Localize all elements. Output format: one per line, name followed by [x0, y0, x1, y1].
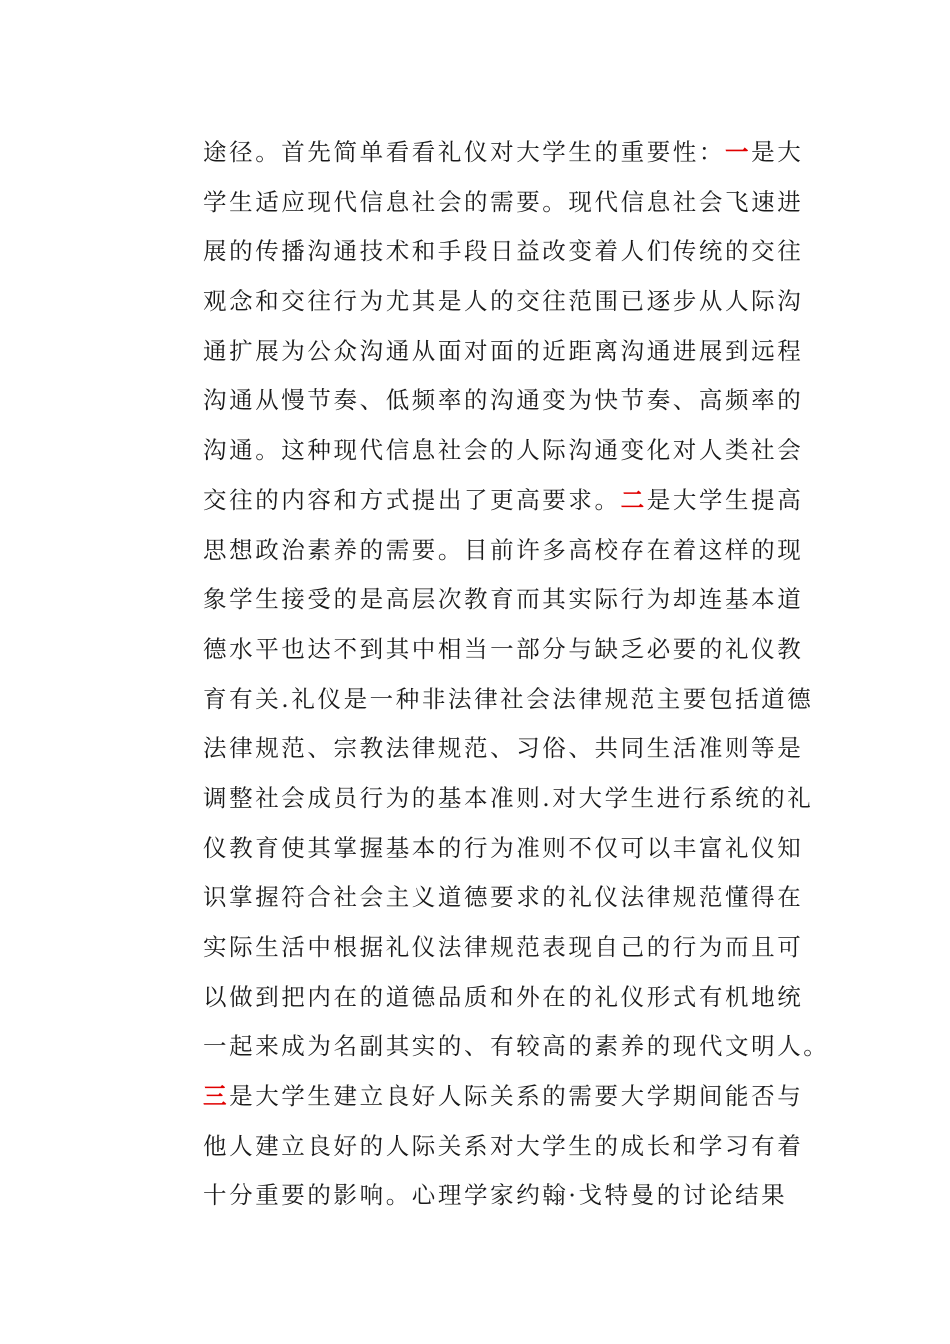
text-line — [203, 178, 803, 228]
line-text: 沟通从慢节奏、低频率的沟通变为快节奏、高频率的 — [203, 386, 804, 415]
line-text: 识掌握符合社会主义道德要求的礼仪法律规范懂得在 — [203, 883, 804, 912]
text-line — [203, 973, 803, 1023]
line-text: 沟通。这种现代信息社会的人际沟通变化对人类社会 — [203, 436, 804, 465]
list-marker: 三 — [203, 1082, 230, 1111]
text-line — [203, 675, 814, 725]
text-line — [203, 1072, 803, 1122]
line-text: 是大学生建立良好人际关系的需要大学期间能否与 — [229, 1082, 804, 1111]
line-text: 通扩展为公众沟通从面对面的近距离沟通进展到远程 — [203, 336, 804, 365]
line-text: 仪教育使其掌握基本的行为准则不仅可以丰富礼仪知 — [203, 833, 804, 862]
text-line — [203, 1122, 803, 1172]
text-line — [203, 873, 803, 923]
line-text: 是大学生提高 — [646, 485, 804, 514]
list-marker: 一 — [725, 138, 752, 166]
text-line — [203, 724, 803, 774]
line-text: 育有关.礼仪是一种非法律社会法律规范主要包括道德 — [203, 684, 814, 713]
text-line — [203, 128, 803, 178]
text-line — [203, 923, 803, 973]
text-line — [203, 476, 803, 526]
text-line — [203, 824, 803, 874]
line-text: 观念和交往行为尤其是人的交往范围已逐步从人际沟 — [203, 287, 804, 316]
line-text: 十分重要的影响。心理学家约翰·戈特曼的讨论结果 — [203, 1181, 788, 1210]
line-text: 他人建立良好的人际关系对大学生的成长和学习有着 — [203, 1131, 804, 1160]
text-line — [203, 625, 803, 675]
text-line — [203, 1022, 830, 1072]
text-line — [203, 227, 803, 277]
line-text: 一起来成为名副其实的、有较高的素养的现代文明人。 — [203, 1032, 830, 1061]
text-line — [203, 774, 814, 824]
list-marker: 二 — [620, 485, 647, 514]
text-line — [203, 575, 803, 625]
line-text: 法律规范、宗教法律规范、习俗、共同生活准则等是 — [203, 734, 804, 763]
text-line — [203, 376, 803, 426]
line-text: 展的传播沟通技术和手段日益改变着人们传统的交往 — [203, 237, 804, 266]
line-text: 交往的内容和方式提出了更高要求。 — [203, 485, 621, 514]
text-line — [203, 426, 803, 476]
line-text: 象学生接受的是高层次教育而其实际行为却连基本道 — [203, 585, 804, 614]
text-line — [203, 277, 803, 327]
line-text: 德水平也达不到其中相当一部分与缺乏必要的礼仪教 — [203, 634, 804, 663]
text-line — [203, 526, 803, 576]
line-text: 是大 — [751, 138, 804, 166]
body-text — [203, 128, 830, 1221]
line-text: 途径。首先简单看看礼仪对大学生的重要性： — [203, 138, 725, 166]
line-text: 调整社会成员行为的基本准则.对大学生进行系统的礼 — [203, 783, 814, 812]
line-text: 学生适应现代信息社会的需要。现代信息社会飞速进 — [203, 187, 804, 216]
line-text: 实际生活中根据礼仪法律规范表现自己的行为而且可 — [203, 933, 804, 961]
line-text: 以做到把内在的道德品质和外在的礼仪形式有机地统 — [203, 982, 804, 1011]
line-text: 思想政治素养的需要。目前许多高校存在着这样的现 — [203, 535, 804, 564]
text-line — [203, 327, 803, 377]
text-line — [203, 1171, 803, 1221]
